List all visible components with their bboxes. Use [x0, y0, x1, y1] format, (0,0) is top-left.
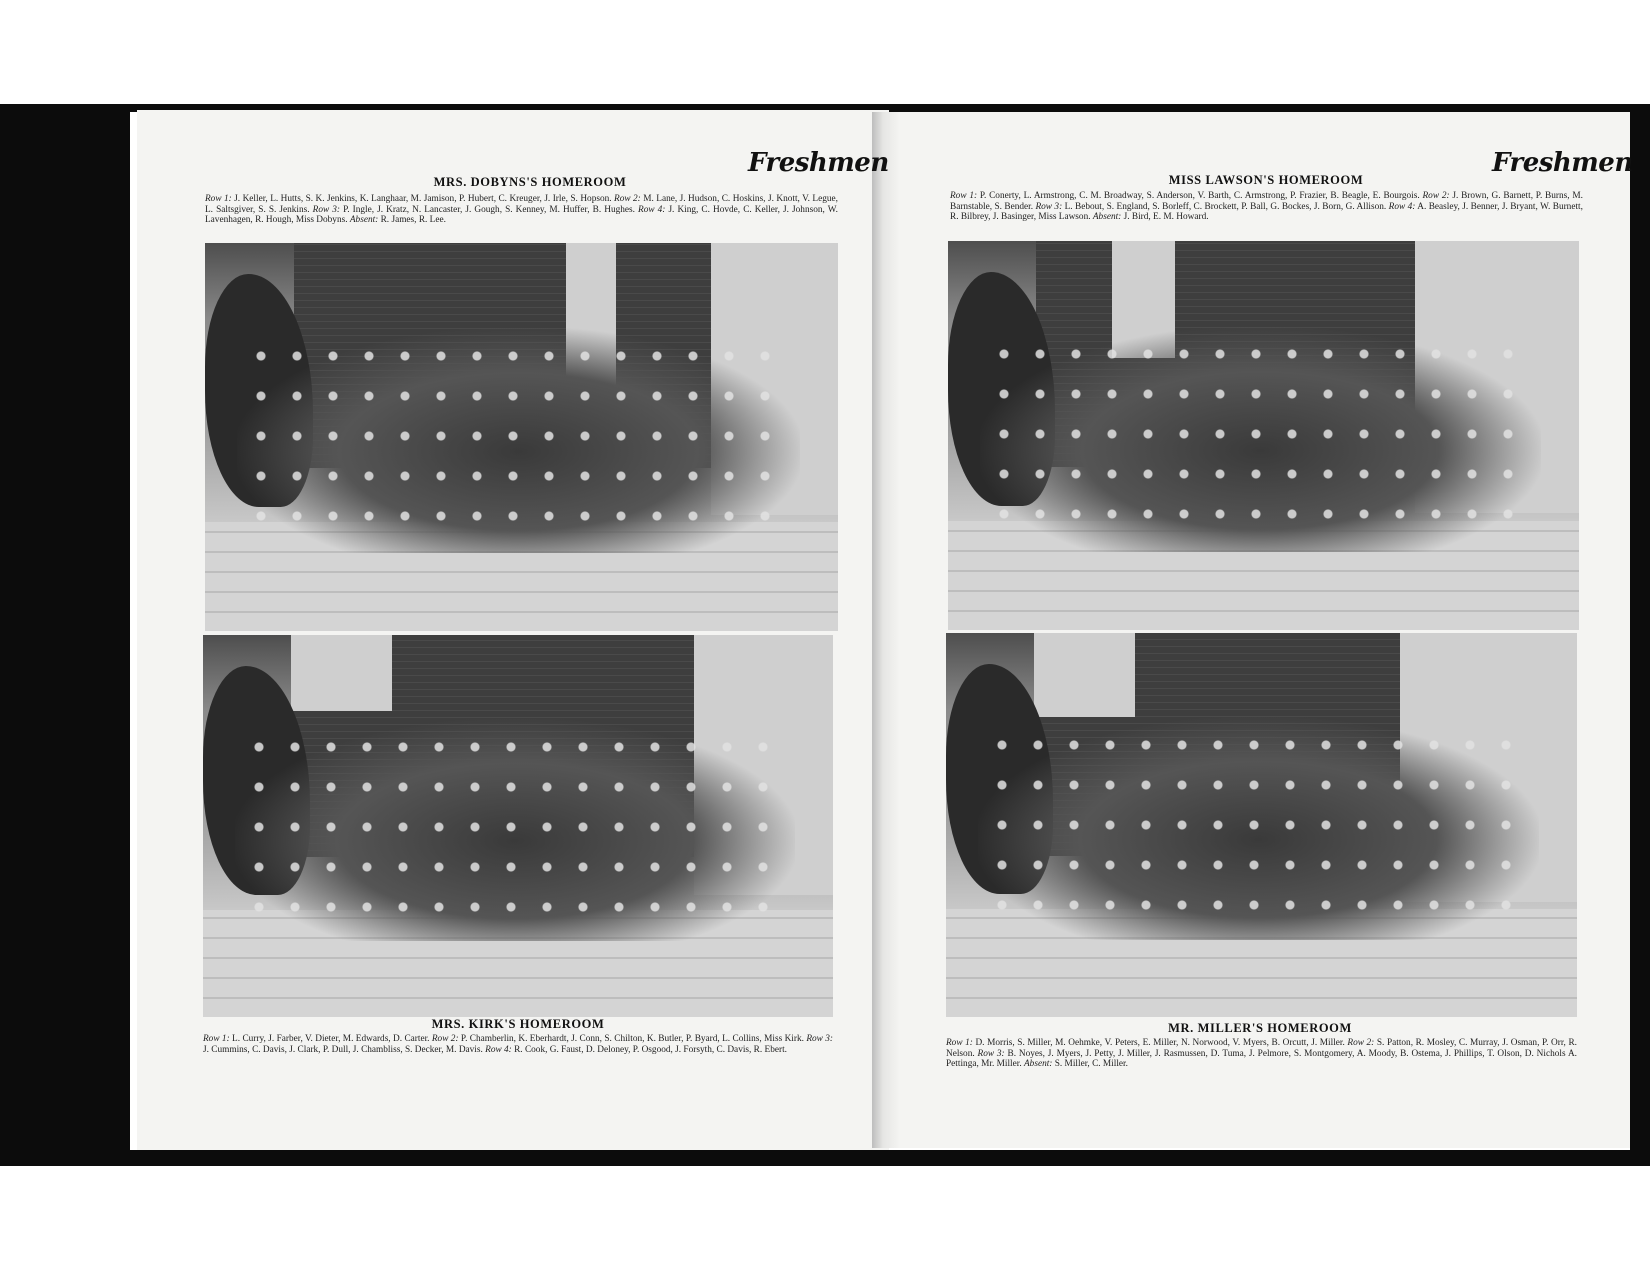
caption-row-label: Row 2:	[431, 1034, 459, 1044]
class-photo-lawson	[948, 241, 1579, 630]
caption-row-label: Row 4:	[485, 1044, 512, 1055]
caption-row-names: J. King, C. Hovde, C. Keller, J. Johnson, W. Lavenhagen, R. Hough, Miss Dobyns.	[205, 204, 838, 226]
caption-row-label: Absent:	[349, 215, 379, 226]
caption-row-names: S. Miller, C. Miller.	[1052, 1059, 1128, 1070]
section-title-right: Freshmen	[1492, 148, 1633, 178]
caption-row-names: J. Keller, L. Hutts, S. K. Jenkins, K. Langhaar, M. Jamison, P. Hubert, C. Kreuger, J. Irle, S. Hopson.	[231, 194, 615, 204]
caption-row-label: Row 4:	[1388, 201, 1416, 212]
caption-row-names: J. Brown, G. Barnett, P. Burns, M. Barnstable, S. Bender.	[950, 191, 1583, 212]
homeroom-heading-dobyns: MRS. DOBYNS'S HOMEROOM	[433, 175, 627, 189]
caption-row-names: R. Cook, G. Faust, D. Deloney, P. Osgood, J. Forsyth, C. Davis, R. Ebert.	[511, 1044, 787, 1055]
caption-row-names: A. Beasley, J. Benner, J. Bryant, W. Burnett, R. Bilbrey, J. Basinger, Miss Lawson.	[950, 201, 1583, 223]
caption-dobyns	[205, 194, 838, 226]
caption-row-names: R. James, R. Lee.	[378, 215, 446, 226]
section-title-left: Freshmen	[748, 148, 889, 178]
caption-row-names: D. Morris, S. Miller, M. Oehmke, V. Peters, E. Miller, N. Norwood, V. Myers, B. Orcutt, J. Miller.	[972, 1038, 1348, 1048]
caption-lawson	[950, 191, 1583, 223]
caption-row-names: L. Curry, J. Farber, V. Dieter, M. Edwards, D. Carter.	[229, 1034, 432, 1044]
homeroom-heading-miller: MR. MILLER'S HOMEROOM	[1168, 1021, 1352, 1035]
class-photo-dobyns	[205, 243, 838, 631]
caption-row-label: Row 1:	[946, 1038, 973, 1048]
caption-row-names: S. Patton, R. Mosley, C. Murray, J. Osman, P. Orr, R. Nelson.	[946, 1038, 1577, 1059]
caption-row-label: Row 3:	[977, 1048, 1005, 1059]
caption-miller	[946, 1038, 1577, 1070]
caption-row-names: M. Lane, J. Hudson, C. Hoskins, J. Knott, V. Legue, L. Saltsgiver, S. S. Jenkins.	[205, 194, 838, 215]
caption-row-names: P. Conerty, L. Armstrong, C. M. Broadway, S. Anderson, V. Barth, C. Armstrong, P. Frazier, B. Beagle, E. Bourgois.	[977, 191, 1423, 201]
caption-row-label: Absent:	[1024, 1059, 1053, 1070]
caption-row-label: Absent:	[1092, 212, 1122, 223]
class-photo-kirk	[203, 635, 833, 1017]
book-cover-left	[0, 104, 130, 1166]
caption-row-names: J. Cummins, C. Davis, J. Clark, P. Dull, J. Chambliss, S. Decker, M. Davis.	[203, 1044, 486, 1055]
caption-row-label: Row 3:	[806, 1034, 833, 1044]
caption-row-label: Row 2:	[1347, 1038, 1375, 1048]
homeroom-heading-lawson: MISS LAWSON'S HOMEROOM	[1168, 173, 1364, 187]
caption-row-label: Row 4:	[638, 204, 666, 215]
caption-row-names: B. Noyes, J. Myers, J. Petty, J. Miller, J. Rasmussen, D. Tuma, J. Pelmore, S. Montgomery, A. Moody, B. Ostema, J. Phillips, T. Olson, D. Nichols A. Pettinga, Mr. Miller.	[946, 1048, 1577, 1070]
homeroom-heading-kirk: MRS. KIRK'S HOMEROOM	[431, 1017, 605, 1031]
caption-row-label: Row 3:	[312, 204, 341, 215]
caption-row-label: Row 1:	[205, 194, 232, 204]
caption-row-names: P. Ingle, J. Kratz, N. Lancaster, J. Gough, S. Kenney, M. Huffer, B. Hughes.	[340, 204, 639, 215]
caption-row-label: Row 2:	[1422, 191, 1450, 201]
caption-row-label: Row 1:	[950, 191, 978, 201]
book-gutter	[872, 112, 900, 1148]
book-cover-right	[1630, 104, 1650, 1166]
caption-row-names: J. Bird, E. M. Howard.	[1121, 212, 1209, 223]
book-cover-bottom	[0, 1150, 1650, 1166]
class-photo-miller	[946, 633, 1577, 1017]
caption-kirk	[203, 1034, 833, 1055]
caption-row-label: Row 2:	[614, 194, 641, 204]
caption-row-label: Row 3:	[1035, 201, 1063, 212]
caption-row-names: L. Bebout, S. England, S. Borleff, C. Brockett, P. Ball, G. Bockes, J. Born, G. Allison.	[1062, 201, 1389, 212]
caption-row-label: Row 1:	[203, 1034, 230, 1044]
caption-row-names: P. Chamberlin, K. Eberhardt, J. Conn, S. Chilton, K. Butler, P. Byard, L. Collins, Miss Kirk.	[458, 1034, 807, 1044]
